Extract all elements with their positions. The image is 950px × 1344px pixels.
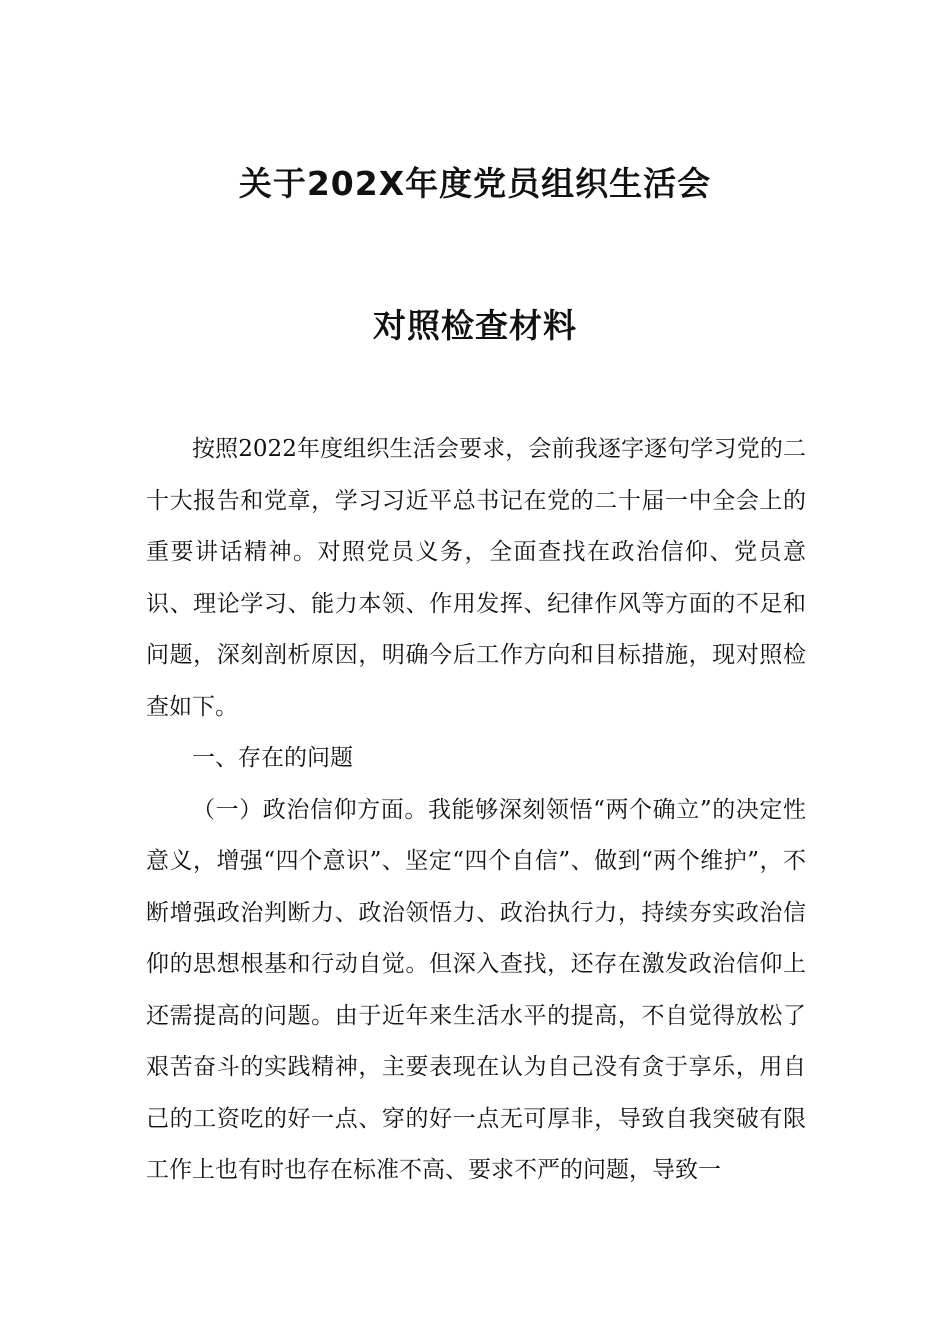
document-title-line-2: 对照检查材料 [373, 306, 577, 345]
document-title-line-1: 关于202X年度党员组织生活会 [238, 164, 712, 203]
document-body [146, 424, 806, 1197]
political-belief-paragraph: （一）政治信仰方面。我能够深刻领悟“两个确立”的决定性意义，增强“四个意识”、坚定“四个自信”、做到“两个维护”，不断增强政治判断力、政治领悟力、政治执行力，持续夯实政治信仰的思想根基和行动自觉。但深入查找，还存在激发政治信仰上还需提高的问题。由于近年来生活水平的提高，不自觉得放松了艰苦奋斗的实践精神，主要表现在认为自己没有贪于享乐，用自己的工资吃的好一点、穿的好一点无可厚非，导致自我突破有限工作上也有时也存在标准不高、要求不严的问题，导致一 [146, 796, 806, 1183]
intro-paragraph: 按照2022年度组织生活会要求，会前我逐字逐句学习党的二十大报告和党章，学习习近平总书记在党的二十届一中全会上的重要讲话精神。对照党员义务，全面查找在政治信仰、党员意识、理论学习、能力本领、作用发挥、纪律作风等方面的不足和问题，深刻剖析原因，明确今后工作方向和目标措施，现对照检查如下。 [146, 436, 806, 720]
section-heading-problems: 一、存在的问题 [192, 745, 353, 771]
